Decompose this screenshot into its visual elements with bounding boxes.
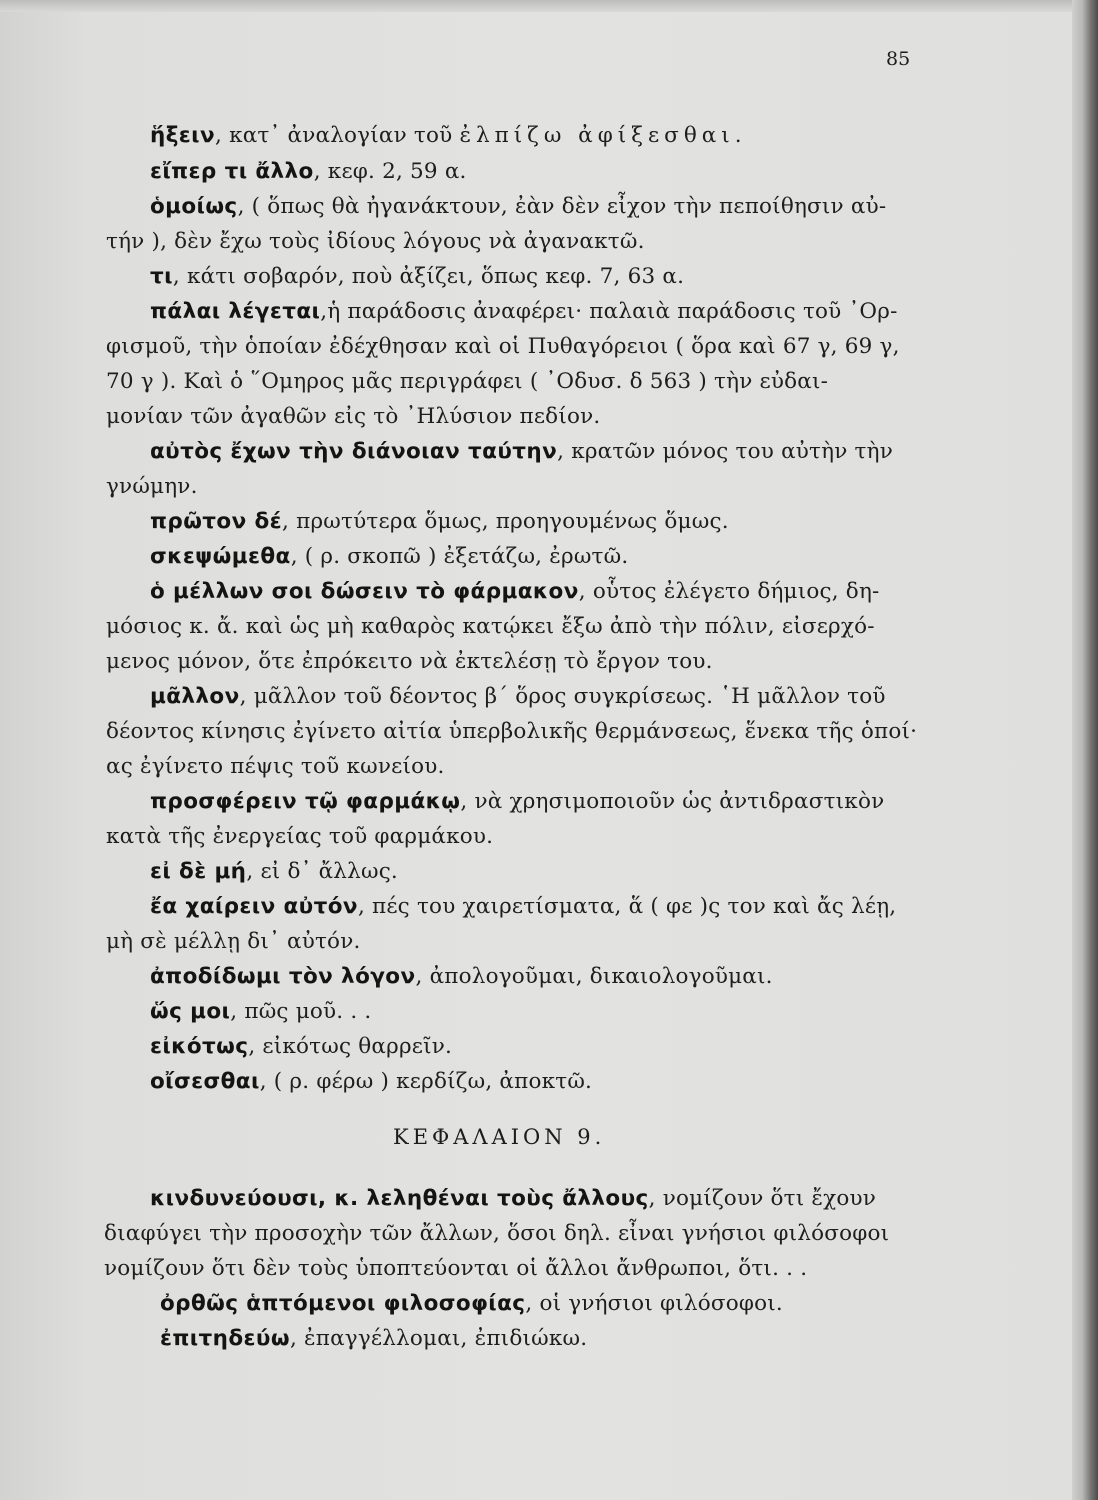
- entry-text: , ( ὅπως θὰ ἠγανάκτουν, ἐὰν δὲν εἶχον τὴν πεποίθησιν αὐ-: [237, 194, 887, 219]
- entry-text: , νὰ χρησιμοποιοῦν ὡς ἀντιδραστικὸν: [460, 789, 885, 814]
- entry-line: [106, 333, 900, 361]
- entry-line: [150, 543, 628, 571]
- entry-line: [150, 893, 896, 921]
- entry-text: , κεφ. 2, 59 α.: [313, 159, 467, 184]
- entry-term: προσφέρειν τῷ φαρμάκῳ: [150, 789, 461, 814]
- entry-line: [150, 578, 880, 606]
- entry-text: , οὗτος ἐλέγετο δήμιος, δη-: [578, 579, 880, 604]
- entry-term: τι: [150, 264, 173, 289]
- entry-text: τήν ), δὲν ἔχω τοὺς ἰδίους λόγους νὰ ἀγανακτῶ.: [106, 229, 645, 254]
- entry-text: 70 γ ). Καὶ ὁ ῞Ομηρος μᾶς περιγράφει ( ᾽Οδυσ. δ 563 ) τὴν εὐδαι-: [106, 369, 829, 394]
- entry-line: [106, 473, 198, 501]
- entry-line: [150, 963, 773, 991]
- entry-text: διαφύγει τὴν προσοχὴν τῶν ἄλλων, ὅσοι δηλ. εἶναι γνήσιοι φιλόσοφοι: [104, 1221, 890, 1246]
- entry-text: μόσιος κ. ἄ. καὶ ὡς μὴ καθαρὸς κατῴκει ἔξω ἀπὸ τὴν πόλιν, εἰσερχό-: [106, 614, 875, 639]
- entry-line: [150, 858, 398, 886]
- entry-text: , πῶς μοῦ. . .: [230, 999, 372, 1024]
- entry-text: μονίαν τῶν ἀγαθῶν εἰς τὸ ᾽Ηλύσιον πεδίον.: [106, 404, 601, 429]
- entry-spaced-text: ἐλπίζω ἀφίξεσθαι.: [459, 123, 747, 148]
- entry-term: αὐτὸς ἔχων τὴν διάνοιαν ταύτην: [150, 439, 558, 464]
- entry-term: ἀποδίδωμι τὸν λόγον: [150, 964, 416, 989]
- entry-line: [150, 1033, 452, 1061]
- entry-text: , νομίζουν ὅτι ἔχουν: [648, 1186, 877, 1211]
- entry-line: [106, 648, 713, 676]
- entry-term: εἰ δὲ μή: [150, 859, 247, 884]
- entry-text: , κάτι σοβαρόν, ποὺ ἀξίζει, ὅπως κεφ. 7, 63 α.: [172, 264, 685, 289]
- chapter-heading: ΚΕΦΑΛΑΙΟΝ 9.: [393, 1125, 606, 1149]
- entry-text: δέοντος κίνησις ἐγίνετο αἰτία ὑπερβολικῆς θερμάνσεως, ἕνεκα τῆς ὁποί·: [106, 719, 918, 744]
- entry-term: μᾶλλον: [150, 684, 240, 709]
- entry-text: , ἐπαγγέλλομαι, ἐπιδιώκω.: [289, 1326, 588, 1351]
- entry-line: [150, 438, 893, 466]
- entry-line: [150, 263, 684, 291]
- entry-line: [104, 1255, 807, 1283]
- entry-text: , ἀπολογοῦμαι, δικαιολογοῦμαι.: [415, 964, 773, 989]
- entry-text: , εἰ δ᾽ ἄλλως.: [246, 859, 398, 884]
- entry-line: [150, 122, 747, 150]
- entry-term: ὁ μέλλων σοι δώσειν τὸ φάρμακον: [150, 579, 579, 604]
- entry-line: [106, 753, 445, 781]
- entry-term: ἥξειν: [150, 123, 215, 148]
- page-edge-shadow: [1072, 0, 1098, 1500]
- entry-text: , οἱ γνήσιοι φιλόσοφοι.: [525, 1291, 783, 1316]
- entry-text: , ( ρ. φέρω ) κερδίζω, ἀποκτῶ.: [259, 1069, 593, 1094]
- page-number: 85: [886, 48, 911, 70]
- page-top-shadow: [0, 0, 1082, 12]
- entry-term: ὥς μοι: [150, 999, 231, 1024]
- entry-line: [150, 998, 371, 1026]
- entry-text: , κατ᾽ ἀναλογίαν τοῦ: [215, 123, 460, 148]
- entry-line: [150, 298, 898, 326]
- entry-term: ἐπιτηδεύω: [160, 1326, 290, 1351]
- entry-text: φισμοῦ, τὴν ὁποίαν ἐδέχθησαν καὶ οἱ Πυθαγόρειοι ( ὅρα καὶ 67 γ, 69 γ,: [106, 334, 900, 359]
- entry-text: , πρωτύτερα ὅμως, προηγουμένως ὅμως.: [282, 509, 729, 534]
- entry-text: γνώμην.: [106, 474, 198, 499]
- entry-text: ας ἐγίνετο πέψις τοῦ κωνείου.: [106, 754, 445, 779]
- entry-term: πρῶτον δέ: [150, 509, 283, 534]
- entry-line: [104, 1220, 889, 1248]
- entry-term: ὀρθῶς ἁπτόμενοι φιλοσοφίας: [160, 1291, 526, 1316]
- entry-text: , εἰκότως θαρρεῖν.: [248, 1034, 453, 1059]
- entry-line: [106, 613, 875, 641]
- entry-line: [106, 368, 828, 396]
- entry-text: κατὰ τῆς ἐνεργείας τοῦ φαρμάκου.: [106, 824, 494, 849]
- entry-line: [160, 1325, 587, 1353]
- entry-term: εἰκότως: [150, 1034, 249, 1059]
- entry-line: [106, 928, 361, 956]
- entry-line: [150, 788, 884, 816]
- entry-term: ὁμοίως: [150, 194, 238, 219]
- entry-text: μενος μόνον, ὅτε ἐπρόκειτο νὰ ἐκτελέσῃ τὸ ἔργον του.: [106, 649, 713, 674]
- entry-line: [106, 718, 917, 746]
- entry-line: [150, 158, 467, 186]
- entry-term: σκεψώμεθα: [150, 544, 291, 569]
- entry-line: [106, 823, 493, 851]
- entry-term: ἔα χαίρειν αὐτόν: [150, 894, 358, 919]
- entry-text: , κρατῶν μόνος του αὐτὴν τὴν: [557, 439, 893, 464]
- entry-text: μὴ σὲ μέλλῃ δι᾽ αὐτόν.: [106, 929, 361, 954]
- entry-term: εἴπερ τι ἄλλο: [150, 159, 314, 184]
- entry-term: οἴσεσθαι: [150, 1069, 260, 1094]
- entry-text: , ( ρ. σκοπῶ ) ἐξετάζω, ἐρωτῶ.: [290, 544, 629, 569]
- entry-line: [150, 683, 886, 711]
- entry-line: [150, 508, 729, 536]
- entry-term: πάλαι λέγεται: [150, 299, 321, 324]
- entry-line: [150, 1068, 592, 1096]
- entry-line: [106, 228, 645, 256]
- entry-line: [150, 1185, 876, 1213]
- entry-line: [150, 193, 886, 221]
- entry-term: κινδυνεύουσι, κ. λεληθέναι τοὺς ἄλλους: [150, 1186, 649, 1211]
- entry-line: [160, 1290, 783, 1318]
- entry-text: , πές του χαιρετίσματα, ἅ ( φε )ς τον καὶ ἄς λέῃ,: [357, 894, 897, 919]
- entry-line: [106, 403, 600, 431]
- entry-text: ,ἡ παράδοσις ἀναφέρει· παλαιὰ παράδοσις τοῦ ᾽Ορ-: [320, 299, 898, 324]
- entry-text: νομίζουν ὅτι δὲν τοὺς ὑποπτεύονται οἱ ἄλλοι ἄνθρωποι, ὅτι. . .: [104, 1256, 808, 1281]
- entry-text: , μᾶλλον τοῦ δέοντος β΄ ὅρος συγκρίσεως. ῾Η μᾶλλον τοῦ: [239, 684, 886, 709]
